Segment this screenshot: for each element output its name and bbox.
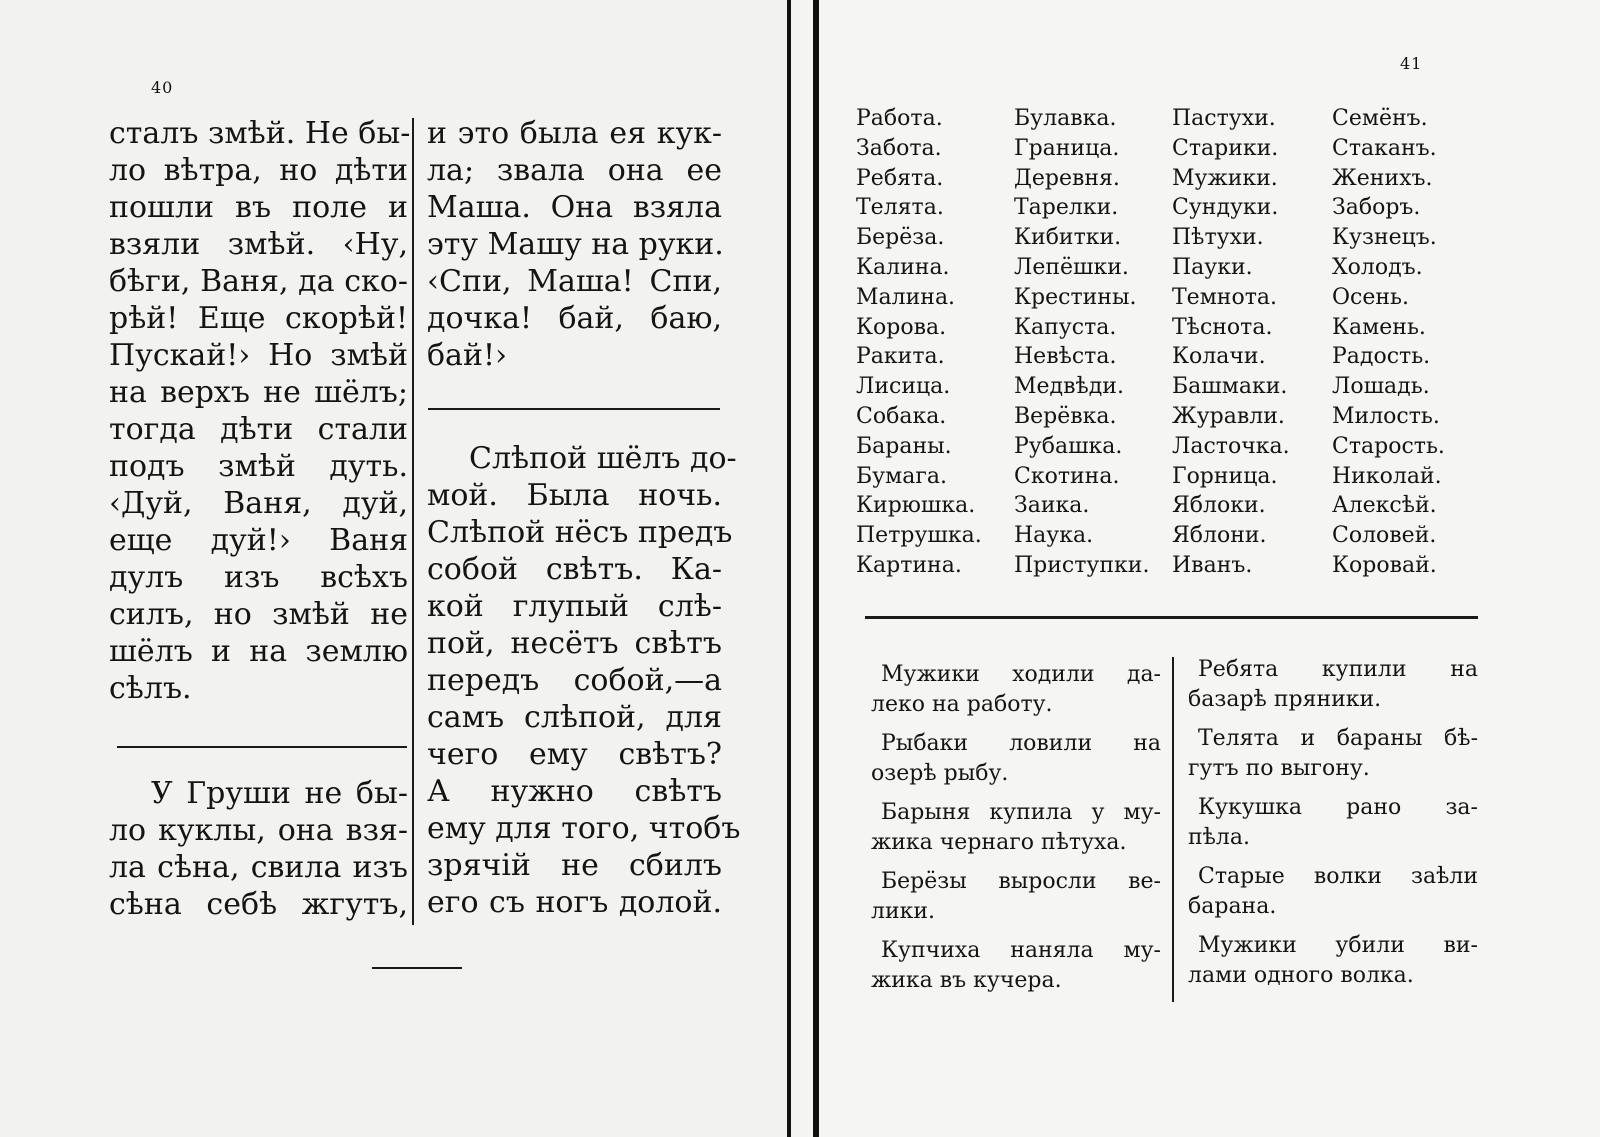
word-item: Рубашка. bbox=[1014, 433, 1123, 459]
text-line: дулъ изъ всѣхъ bbox=[109, 560, 408, 595]
text-line: Купчиха наняла му- bbox=[881, 938, 1161, 963]
sentences-left-column bbox=[871, 660, 1161, 1005]
word-item: Калина. bbox=[856, 254, 950, 280]
word-item: Тѣснота. bbox=[1172, 314, 1273, 340]
text-line: и это была ея кук- bbox=[427, 116, 722, 151]
sentences-right-column bbox=[1188, 655, 1478, 1000]
word-item: Кирюшка. bbox=[856, 493, 976, 519]
word-item: Крестины. bbox=[1014, 284, 1137, 310]
word-item: Старики. bbox=[1172, 135, 1279, 161]
word-item: Башмаки. bbox=[1172, 374, 1288, 400]
text-line: собой свѣтъ. Ка- bbox=[427, 552, 722, 587]
word-item: Пауки. bbox=[1172, 254, 1253, 280]
word-item: Собака. bbox=[856, 403, 947, 429]
story-doll-continued bbox=[427, 115, 722, 374]
column-divider-left bbox=[412, 118, 414, 925]
word-item: Лошадь. bbox=[1332, 374, 1430, 400]
text-line: пой, несётъ свѣтъ bbox=[427, 626, 722, 661]
text-line: бай!› bbox=[427, 338, 507, 373]
word-item: Заика. bbox=[1014, 493, 1090, 519]
word-item: Камень. bbox=[1332, 314, 1426, 340]
text-line: жика чернаго пѣтуха. bbox=[871, 830, 1127, 855]
sentence bbox=[1188, 862, 1478, 922]
word-item: Коровай. bbox=[1332, 552, 1437, 578]
word-item: Лисица. bbox=[856, 374, 951, 400]
text-line: дочка! бай, баю, bbox=[427, 301, 722, 336]
word-item: Старость. bbox=[1332, 433, 1445, 459]
text-line: ла; звала она ее bbox=[427, 153, 722, 188]
text-line: Пускай!› Но змѣй bbox=[109, 338, 408, 373]
text-line: Мужики убили ви- bbox=[1198, 933, 1478, 958]
text-line: Барыня купила у му- bbox=[881, 800, 1161, 825]
word-item: Яблони. bbox=[1172, 523, 1267, 549]
word-item: Осень. bbox=[1332, 284, 1410, 310]
sentence bbox=[871, 729, 1161, 789]
text-line: лами одного волка. bbox=[1188, 963, 1414, 988]
word-item: Картина. bbox=[856, 552, 962, 578]
word-item: Пѣтухи. bbox=[1172, 225, 1264, 251]
text-line: Слѣпой нёсъ предъ bbox=[427, 515, 733, 550]
text-line: ‹Спи, Маша! Спи, bbox=[427, 264, 722, 299]
text-line: тогда дѣти стали bbox=[109, 412, 408, 447]
word-item: Тарелки. bbox=[1014, 195, 1119, 221]
sentence bbox=[1188, 931, 1478, 991]
text-line: сѣна себѣ жгутъ, bbox=[109, 887, 408, 922]
word-item: Лепёшки. bbox=[1014, 254, 1129, 280]
word-column-4 bbox=[1332, 104, 1445, 581]
text-line: базарѣ пряники. bbox=[1188, 687, 1382, 712]
text-line: ло куклы, она взя- bbox=[109, 813, 408, 848]
text-line: барана. bbox=[1188, 894, 1277, 919]
word-item: Невѣста. bbox=[1014, 344, 1117, 370]
text-line: шёлъ и на землю bbox=[109, 634, 408, 669]
word-item: Корова. bbox=[856, 314, 947, 340]
text-line: лики. bbox=[871, 899, 936, 924]
text-line: зрячій не сбилъ bbox=[427, 848, 722, 883]
column-divider-right bbox=[1172, 657, 1174, 1002]
word-item: Деревня. bbox=[1014, 165, 1120, 191]
text-line: чего ему свѣтъ? bbox=[427, 737, 722, 772]
word-item: Колачи. bbox=[1172, 344, 1266, 370]
section-rule bbox=[428, 408, 720, 410]
text-line: его съ ногъ долой. bbox=[427, 885, 722, 920]
text-line: эту Машу на руки. bbox=[427, 227, 724, 262]
word-item: Горница. bbox=[1172, 463, 1278, 489]
word-column-3 bbox=[1172, 104, 1290, 581]
text-line: мой. Была ночь. bbox=[427, 478, 722, 513]
story-grusha-doll bbox=[109, 775, 408, 923]
text-line: леко на работу. bbox=[871, 692, 1053, 717]
text-line: пошли въ поле и bbox=[109, 190, 408, 225]
word-item: Забота. bbox=[856, 135, 942, 161]
text-line: кой глупый слѣ- bbox=[427, 589, 722, 624]
word-item: Ребята. bbox=[856, 165, 944, 191]
word-item: Пастухи. bbox=[1172, 106, 1276, 131]
end-rule bbox=[372, 967, 462, 969]
word-item: Верёвка. bbox=[1014, 403, 1117, 429]
word-item: Наука. bbox=[1014, 523, 1094, 549]
text-line: ему для того, чтобъ bbox=[427, 811, 741, 846]
text-line: передъ собой,—а bbox=[427, 663, 722, 698]
word-item: Яблоки. bbox=[1172, 493, 1266, 519]
word-item: Заборъ. bbox=[1332, 195, 1421, 221]
word-item: Капуста. bbox=[1014, 314, 1117, 340]
word-item: Медвѣди. bbox=[1014, 374, 1124, 400]
word-item: Женихъ. bbox=[1332, 165, 1433, 191]
text-line: Кукушка рано за- bbox=[1198, 795, 1478, 820]
text-line: подъ змѣй дуть. bbox=[109, 449, 408, 484]
sentence bbox=[1188, 724, 1478, 784]
text-line: гутъ по выгону. bbox=[1188, 756, 1370, 781]
sentence bbox=[871, 798, 1161, 858]
gutter-edge-right bbox=[813, 0, 819, 1137]
text-line: бѣги, Ваня, да ско- bbox=[109, 264, 408, 299]
sentence bbox=[871, 867, 1161, 927]
text-line: Маша. Она взяла bbox=[427, 190, 722, 225]
text-line: рѣй! Еще скорѣй! bbox=[109, 301, 408, 336]
word-item: Работа. bbox=[856, 106, 943, 131]
text-line: ла сѣна, свила изъ bbox=[109, 850, 408, 885]
sentence bbox=[1188, 793, 1478, 853]
word-item: Берёза. bbox=[856, 225, 945, 251]
word-column-2 bbox=[1014, 104, 1149, 581]
text-line: Слѣпой шёлъ до- bbox=[469, 441, 737, 476]
text-line: ло вѣтра, но дѣти bbox=[109, 153, 408, 188]
text-line: сѣлъ. bbox=[109, 671, 192, 706]
text-line: силъ, но змѣй не bbox=[109, 597, 408, 632]
gutter-edge-left bbox=[787, 0, 791, 1137]
word-item: Граница. bbox=[1014, 135, 1120, 161]
text-line: взяли змѣй. ‹Ну, bbox=[109, 227, 408, 262]
word-item: Кибитки. bbox=[1014, 225, 1122, 251]
word-item: Булавка. bbox=[1014, 106, 1117, 131]
page-number-right: 41 bbox=[1400, 54, 1423, 73]
word-item: Телята. bbox=[856, 195, 944, 221]
word-item: Скотина. bbox=[1014, 463, 1120, 489]
word-item: Николай. bbox=[1332, 463, 1442, 489]
word-item: Соловей. bbox=[1332, 523, 1437, 549]
word-column-1 bbox=[856, 104, 982, 581]
story-kite-column bbox=[109, 115, 411, 707]
sentence bbox=[871, 936, 1161, 996]
text-line: озерѣ рыбу. bbox=[871, 761, 1009, 786]
section-rule bbox=[117, 746, 407, 748]
word-item: Бараны. bbox=[856, 433, 952, 459]
text-line: на верхъ не шёлъ; bbox=[109, 375, 408, 410]
word-item: Стаканъ. bbox=[1332, 135, 1437, 161]
text-line: Мужики ходили да- bbox=[881, 662, 1161, 687]
word-item: Бумага. bbox=[856, 463, 947, 489]
word-item: Мужики. bbox=[1172, 165, 1278, 191]
text-line: Старые волки заѣли bbox=[1198, 864, 1478, 889]
text-line: пѣла. bbox=[1188, 825, 1251, 850]
word-item: Семёнъ. bbox=[1332, 106, 1428, 131]
text-line: жика въ кучера. bbox=[871, 968, 1062, 993]
word-item: Сундуки. bbox=[1172, 195, 1279, 221]
text-line: Телята и бараны бѣ- bbox=[1198, 726, 1478, 751]
text-line: Берёзы выросли ве- bbox=[881, 869, 1161, 894]
text-line: У Груши не бы- bbox=[151, 776, 408, 811]
word-item: Иванъ. bbox=[1172, 552, 1253, 578]
text-line: ‹Дуй, Ваня, дуй, bbox=[109, 486, 408, 521]
word-item: Малина. bbox=[856, 284, 956, 310]
text-line: Рыбаки ловили на bbox=[881, 731, 1161, 756]
sentence bbox=[1188, 655, 1478, 715]
word-item: Милость. bbox=[1332, 403, 1440, 429]
word-item: Приступки. bbox=[1014, 552, 1150, 578]
word-item: Кузнецъ. bbox=[1332, 225, 1437, 251]
text-line: самъ слѣпой, для bbox=[427, 700, 722, 735]
word-item: Ракита. bbox=[856, 344, 945, 370]
word-item: Петрушка. bbox=[856, 523, 982, 549]
story-blind-man bbox=[427, 440, 741, 921]
word-item: Холодъ. bbox=[1332, 254, 1423, 280]
section-rule bbox=[865, 616, 1478, 619]
word-item: Журавли. bbox=[1172, 403, 1285, 429]
word-item: Алексѣй. bbox=[1332, 493, 1437, 519]
text-line: А нужно свѣтъ bbox=[427, 774, 722, 809]
page-number-left: 40 bbox=[151, 78, 174, 97]
sentence bbox=[871, 660, 1161, 720]
word-item: Ласточка. bbox=[1172, 433, 1290, 459]
word-item: Радость. bbox=[1332, 344, 1431, 370]
text-line: Ребята купили на bbox=[1198, 657, 1478, 682]
text-line: еще дуй!› Ваня bbox=[109, 523, 408, 558]
word-item: Темнота. bbox=[1172, 284, 1277, 310]
text-line: сталъ змѣй. Не бы- bbox=[109, 116, 411, 151]
